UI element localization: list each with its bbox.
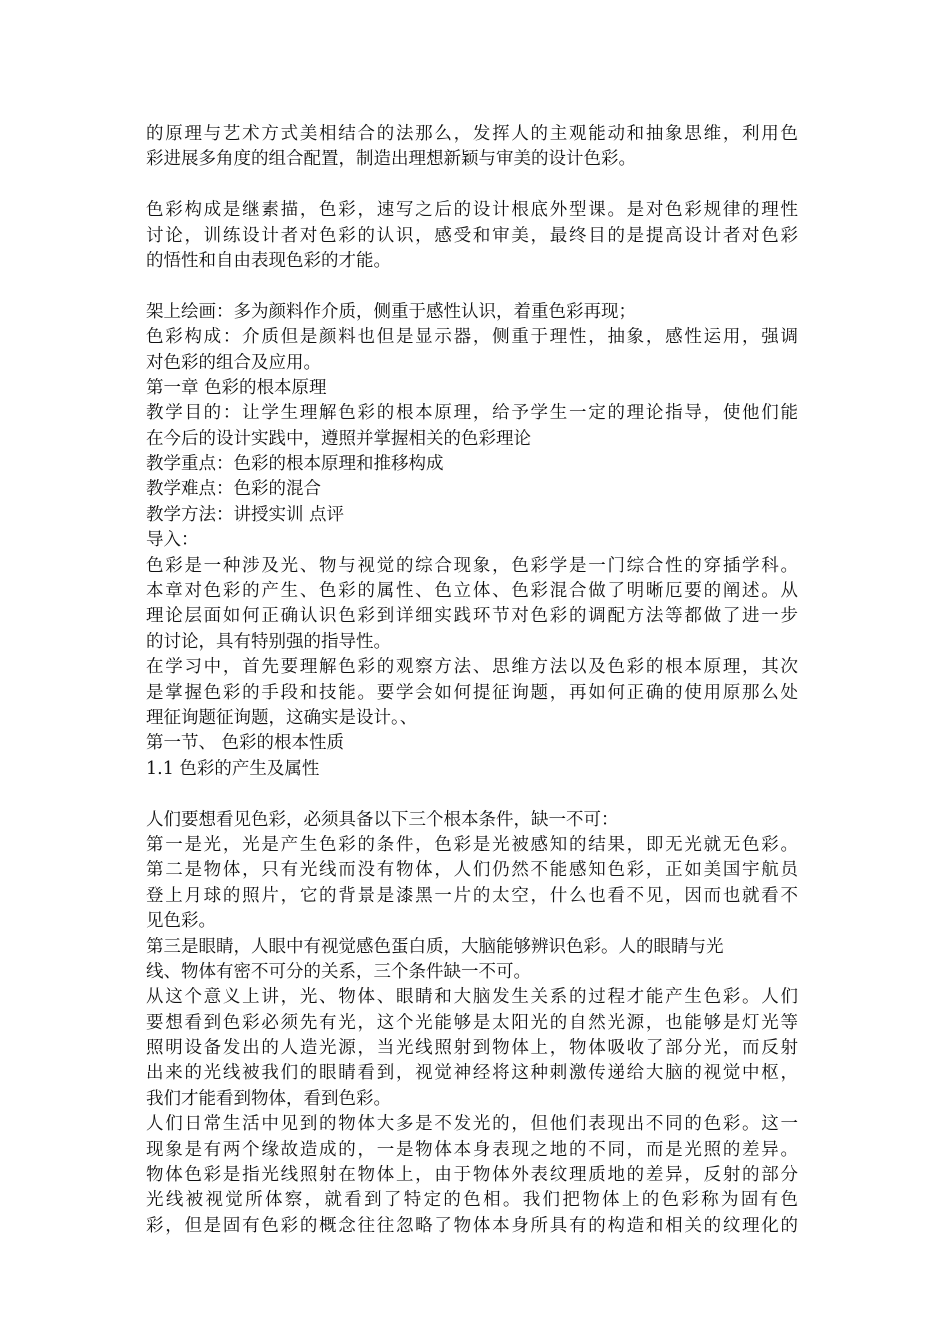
- text-line: 见色彩。: [146, 911, 216, 932]
- text-line: 出来的光线被我们的眼睛看到，视觉神经将这种刺激传递给大脑的视觉中枢，: [146, 1063, 798, 1084]
- text-line: 要想看到色彩必须先有光，这个光能够是太阳光的自然光源，也能够是灯光等: [146, 1012, 798, 1033]
- document-body: [146, 122, 798, 1239]
- text-line: 的原理与艺术方式美相结合的法那么，发挥人的主观能动和抽象思维，利用色: [146, 124, 798, 144]
- text-line: 的悟性和自由表现色彩的才能。: [146, 250, 391, 271]
- text-line: 是掌握色彩的手段和技能。要学会如何提征询题，再如何正确的使用原那么处: [146, 682, 798, 703]
- text-line: 教学重点：色彩的根本原理和推移构成: [146, 454, 444, 475]
- text-line: 第一节、 色彩的根本性质: [146, 733, 345, 754]
- text-line: 人们日常生活中见到的物体大多是不发光的，但他们表现出不同的色彩。这一: [146, 1114, 798, 1135]
- text-line: 色彩是一种涉及光、物与视觉的综合现象，色彩学是一门综合性的穿插学科。: [146, 555, 798, 576]
- blank-line: [146, 782, 798, 807]
- text-line: 我们才能看到物体，看到色彩。: [146, 1088, 391, 1109]
- text-line: 教学目的：让学生理解色彩的根本原理，给予学生一定的理论指导，使他们能: [146, 403, 798, 424]
- text-line: 照明设备发出的人造光源，当光线照射到物体上，物体吸收了部分光，而反射: [146, 1038, 798, 1059]
- text-line: 导入：: [146, 530, 199, 551]
- text-line: 色彩构成：介质但是颜料也但是显示器，侧重于理性，抽象，感性运用，强调: [146, 327, 798, 348]
- text-line: 在今后的设计实践中，遵照并掌握相关的色彩理论: [146, 428, 531, 449]
- text-line: 光线被视觉所体察，就看到了特定的色相。我们把物体上的色彩称为固有色: [146, 1190, 798, 1211]
- text-line: 人们要想看见色彩，必须具备以下三个根本条件，缺一不可：: [146, 809, 619, 830]
- text-line: 从这个意义上讲，光、物体、眼睛和大脑发生关系的过程才能产生色彩。人们: [146, 987, 798, 1008]
- text-line: 在学习中，首先要理解色彩的观察方法、思维方法以及色彩的根本原理，其次: [146, 657, 798, 678]
- text-line: 理论层面如何正确认识色彩到详细实践环节对色彩的调配方法等都做了进一步: [146, 606, 798, 627]
- blank-line: [146, 274, 798, 299]
- text-line: 理征询题征询题，这确实是设计。、: [146, 707, 418, 728]
- text-line: 第一章 色彩的根本原理: [146, 377, 327, 398]
- text-line: 架上绘画：多为颜料作介质，侧重于感性认识，着重色彩再现；: [146, 301, 636, 322]
- text-line: 教学方法：讲授实训 点评: [146, 504, 345, 525]
- text-line: 对色彩的组合及应用。: [146, 352, 321, 373]
- text-line: 现象是有两个缘故造成的，一是物体本身表现之地的不同，而是光照的差异。: [146, 1139, 798, 1160]
- text-line: 第二是物体，只有光线而没有物体，人们仍然不能感知色彩，正如美国宇航员: [146, 860, 798, 881]
- text-line: 第一是光，光是产生色彩的条件，色彩是光被感知的结果，即无光就无色彩。: [146, 834, 798, 855]
- text-line: 讨论，训练设计者对色彩的认识，感受和审美，最终目的是提高设计者对色彩: [146, 225, 798, 246]
- text-line: 教学难点：色彩的混合: [146, 479, 321, 500]
- text-line: 物体色彩是指光线照射在物体上，由于物体外表纹理质地的差异，反射的部分: [146, 1165, 798, 1186]
- text-line: 1.1 色彩的产生及属性: [146, 758, 320, 779]
- text-line: 线、物体有密不可分的关系，三个条件缺一不可。: [146, 961, 531, 982]
- text-line: 登上月球的照片，它的背景是漆黑一片的太空，什么也看不见，因而也就看不: [146, 885, 798, 906]
- text-line: 色彩构成是继素描，色彩，速写之后的设计根底外型课。是对色彩规律的理性: [146, 200, 798, 221]
- text-line: 彩，但是固有色彩的概念往往忽略了物体本身所具有的构造和相关的纹理化的: [146, 1215, 798, 1236]
- text-line: 第三是眼睛，人眼中有视觉感色蛋白质，大脑能够辨识色彩。人的眼睛与光: [146, 936, 724, 957]
- text-line: 的讨论，具有特别强的指导性。: [146, 631, 391, 652]
- text-line: 本章对色彩的产生、色彩的属性、色立体、色彩混合做了明晰厄要的阐述。从: [146, 581, 798, 602]
- blank-line: [146, 173, 798, 198]
- text-line: 彩进展多角度的组合配置，制造出理想新颖与审美的设计色彩。: [146, 149, 636, 170]
